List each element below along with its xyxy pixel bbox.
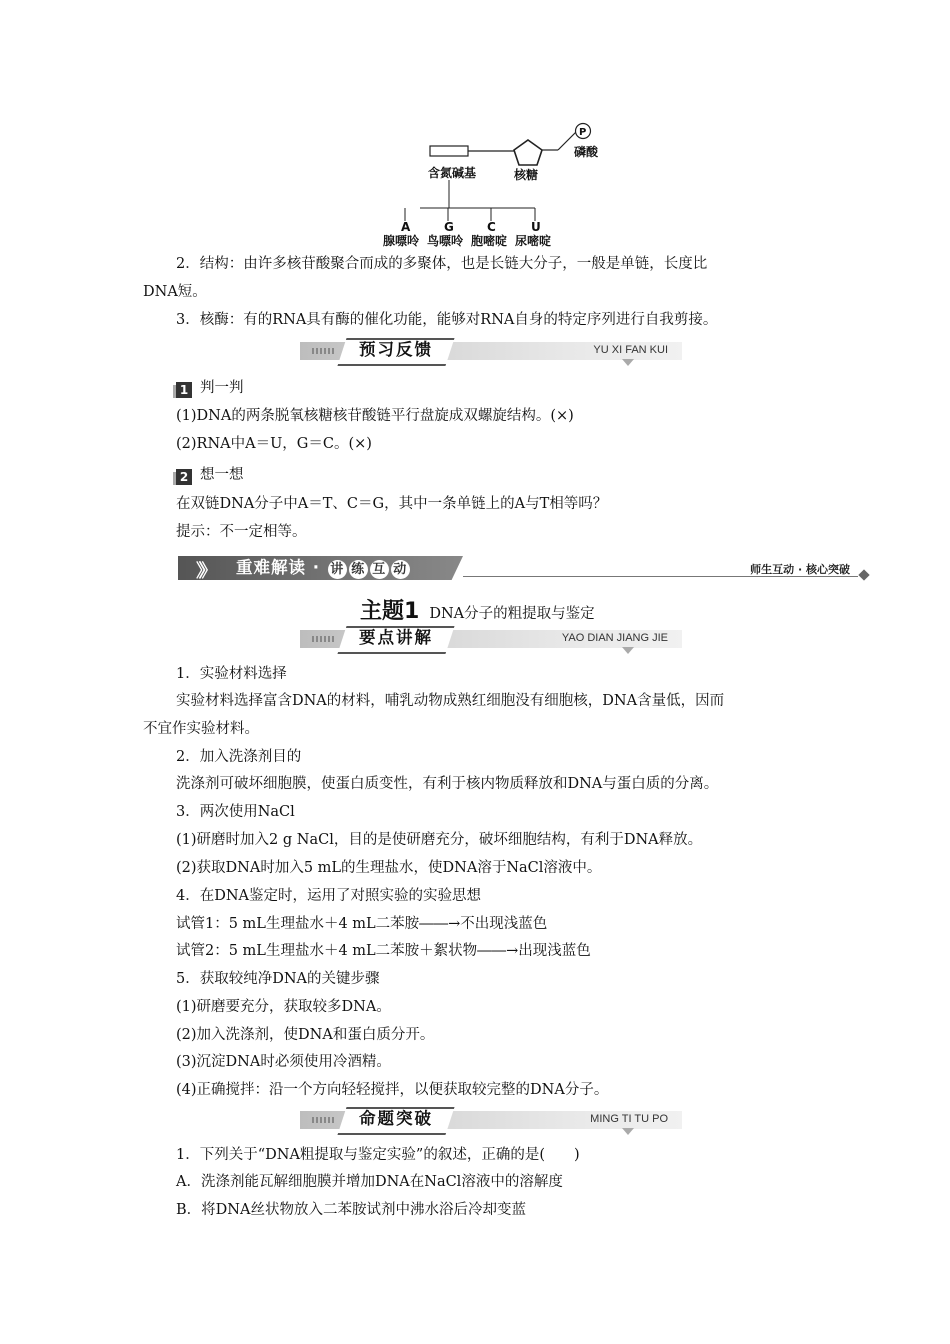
banner-preview-sub: YU XI FAN KUI [593,344,668,356]
base-label: 含氮碱基 [428,166,477,180]
banner-points [300,626,682,650]
banner-points-title: 要点讲解 [359,628,433,647]
base-letter-g: G [444,220,454,234]
number-one-icon: 1 [176,382,192,398]
judge-title: 判一判 [200,380,244,396]
topic-title: DNA分子的粗提取与鉴定 [429,606,595,622]
base-rect [430,146,468,156]
think-title: 想一想 [200,467,244,483]
section-header-main: 重难解读 · [236,558,327,577]
phosphate-label: 磷酸 [574,145,599,159]
section-header-right: 师生互动 · 核心突破 [750,563,850,576]
base-name-g: 鸟嘌呤 [427,234,464,248]
point-line: 实验材料选择富含DNA的材料，哺乳动物成熟红细胞没有细胞核，DNA含量低，因而 [176,693,725,709]
base-letter-c: C [487,220,496,234]
ribozyme-line: 3．核酶：有的RNA具有酶的催化功能，能够对RNA自身的特定序列进行自我剪接。 [176,312,718,328]
sugar-label: 核糖 [514,168,539,182]
question-option-b: B．将DNA丝状物放入二苯胺试剂中沸水浴后冷却变蓝 [176,1202,526,1218]
point-line: 5．获取较纯净DNA的关键步骤 [176,971,380,987]
point-line: (1)研磨时加入2 g NaCl，目的是使研磨充分，破坏细胞结构，有利于DNA释放。 [176,832,703,848]
banner-triangle-icon [622,647,634,654]
point-line: 不宜作实验材料。 [143,721,259,737]
topic-number: 主题1 [360,599,420,624]
question-option-a: A．洗涤剂能瓦解细胞膜并增加DNA在NaCl溶液中的溶解度 [176,1174,563,1190]
section-char-1: 讲 [328,560,347,579]
number-two-icon: 2 [176,469,192,485]
banner-questions-sub: MING TI TU PO [590,1113,668,1125]
point-line: 试管1：5 mL生理盐水＋4 mL二苯胺――→不出现浅蓝色 [176,916,548,932]
structure-line-1: 2．结构：由许多核苷酸聚合而成的多聚体，也是长链大分子，一般是单链，长度比 [176,256,708,272]
judge-item-2: (2)RNA中A＝U，G＝C。(×) [176,436,372,452]
base-name-c: 胞嘧啶 [471,234,508,248]
point-line: (1)研磨要充分，获取较多DNA。 [176,999,391,1015]
point-line: 2．加入洗涤剂目的 [176,749,302,765]
point-line: 3．两次使用NaCl [176,804,295,820]
point-line: 试管2：5 mL生理盐水＋4 mL二苯胺＋絮状物――→出现浅蓝色 [176,943,591,959]
banner-questions [300,1107,682,1131]
section-char-4: 动 [391,560,410,579]
section-char-2: 练 [349,560,368,579]
banner-triangle-icon [622,359,634,366]
diamond-icon [858,569,869,580]
section-header-bar [178,556,868,580]
topic-heading [360,594,595,625]
banner-preview-title: 预习反馈 [359,340,433,359]
think-heading [176,465,244,485]
point-line: (3)沉淀DNA时必须使用冷酒精。 [176,1054,391,1070]
banner-triangle-icon [622,1128,634,1135]
ribose-pentagon [514,140,542,165]
banner-questions-title: 命题突破 [359,1109,433,1128]
banner-preview [300,338,682,362]
point-line: 洗涤剂可破坏细胞膜，使蛋白质变性，有利于核内物质释放和DNA与蛋白质的分离。 [176,776,719,792]
base-name-a: 腺嘌呤 [383,234,420,248]
section-header-title [236,557,411,579]
base-name-u: 尿嘧啶 [515,234,552,248]
section-char-3: 互 [370,560,389,579]
point-line: (2)加入洗涤剂，使DNA和蛋白质分开。 [176,1027,435,1043]
judge-heading [176,378,244,398]
point-line: 1．实验材料选择 [176,666,287,682]
structure-line-2: DNA短。 [143,284,207,300]
question-stem: 1．下列关于“DNA粗提取与鉴定实验”的叙述，正确的是( ) [176,1147,580,1163]
banner-points-sub: YAO DIAN JIANG JIE [561,632,668,644]
point-line: (2)获取DNA时加入5 mL的生理盐水，使DNA溶于NaCl溶液中。 [176,860,602,876]
base-letter-u: U [531,220,541,234]
base-letter-a: A [401,220,411,234]
think-answer: 提示：不一定相等。 [176,524,307,540]
think-question: 在双链DNA分子中A＝T、C＝G，其中一条单链上的A与T相等吗？ [176,496,608,512]
double-arrow-icon: 》》 [196,561,211,582]
judge-item-1: (1)DNA的两条脱氧核糖核苷酸链平行盘旋成双螺旋结构。(×) [176,408,574,424]
point-line: 4．在DNA鉴定时，运用了对照实验的实验思想 [176,888,482,904]
point-line: (4)正确搅拌：沿一个方向轻轻搅拌，以便获取较完整的DNA分子。 [176,1082,609,1098]
phosphate-symbol: P [579,127,587,138]
